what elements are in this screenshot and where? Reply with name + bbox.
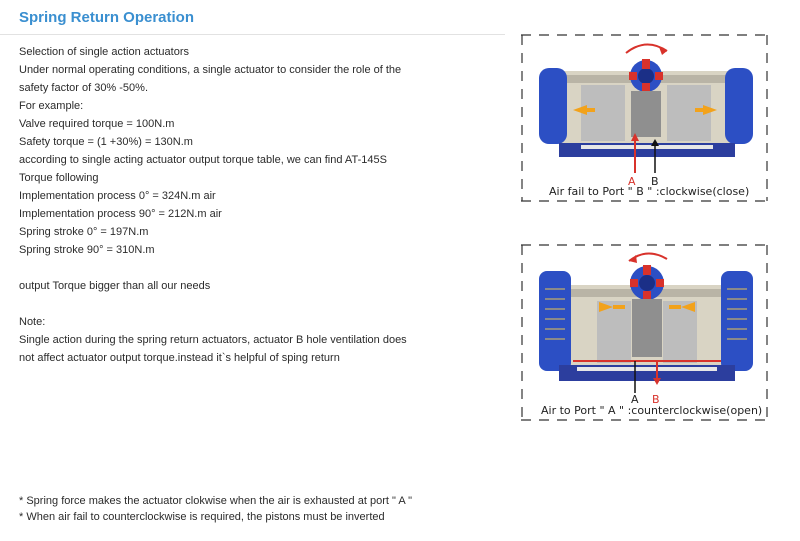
summary-line: output Torque bigger than all our needs xyxy=(19,280,211,292)
body-line: Implementation process 0° = 324N.m air xyxy=(19,190,216,202)
body-line: Spring stroke 90° = 310N.m xyxy=(19,244,155,256)
diagram-caption: Air fail to Port " B " :clockwise(close) xyxy=(549,185,750,198)
footnote: * Spring force makes the actuator clokwise when the air is exhausted at port " A " xyxy=(19,495,413,507)
title-divider xyxy=(0,34,505,35)
body-line: Selection of single action actuators xyxy=(19,46,189,58)
note-label: Note: xyxy=(19,316,46,328)
page-title: Spring Return Operation xyxy=(19,9,195,26)
port-a-label: A xyxy=(631,393,639,406)
port-b-label: B xyxy=(652,393,660,406)
body-line: Implementation process 90° = 212N.m air xyxy=(19,208,222,220)
body-text xyxy=(19,43,414,367)
body-line: according to single acting actuator output torque table, we can find AT-145S xyxy=(19,154,387,166)
body-line: Spring stroke 0° = 197N.m xyxy=(19,226,149,238)
body-line: Safety torque = (1 +30%) = 130N.m xyxy=(19,136,193,148)
port-b-label: B xyxy=(651,175,659,188)
body-line: For example: xyxy=(19,100,84,112)
note-line: not affect actuator output torque.instead it`s helpful of sping return xyxy=(19,352,340,364)
body-line: Valve required torque = 100N.m xyxy=(19,118,175,130)
footnote: * When air fail to counterclockwise is required, the pistons must be inverted xyxy=(19,511,385,523)
body-line: Under normal operating conditions, a single actuator to consider the role of the xyxy=(19,64,402,76)
port-a-label: A xyxy=(628,175,636,188)
actuator-diagram-open xyxy=(521,243,769,423)
note-line: Single action during the spring return actuators, actuator B hole ventilation does xyxy=(19,334,407,346)
diagram-caption: Air to Port " A " :counterclockwise(open) xyxy=(541,404,763,417)
body-line: safety factor of 30% -50%. xyxy=(19,82,149,94)
footnotes xyxy=(19,493,412,525)
body-line: Torque following xyxy=(19,172,99,184)
actuator-diagram-close xyxy=(521,33,769,203)
